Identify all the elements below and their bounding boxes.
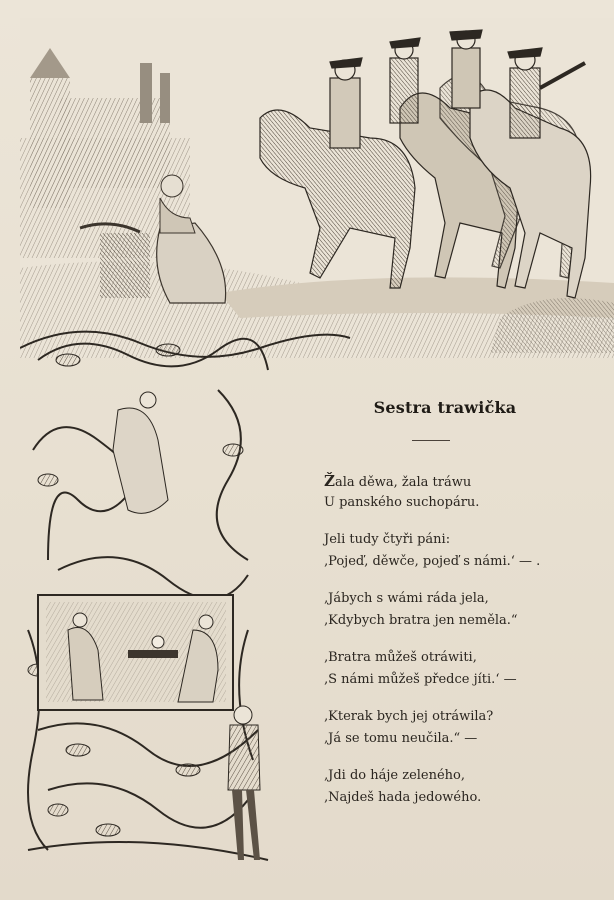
poem-line: ‚Najdeš hada jedowého.	[324, 790, 482, 805]
stanza	[324, 588, 604, 632]
poem-title: Sestra trawička	[373, 398, 517, 417]
standing-man	[228, 706, 260, 860]
interior-scene-frame	[38, 595, 233, 710]
poem-line: Jeli tudy čtyři páni:	[324, 532, 451, 547]
poem-line: ‚Bratra můžeš otráwiti,	[324, 650, 477, 665]
drop-cap: Ž	[324, 472, 335, 490]
poem-line: ‚Jábych s wámi ráda jela,	[324, 591, 489, 606]
stanza	[324, 647, 604, 691]
poem-line: ‚Pojeď, děwče, pojeď s námi.‘ — .	[324, 554, 541, 569]
ornamental-vine-border-icon	[18, 330, 270, 875]
poem-line: U panského suchopáru.	[324, 495, 480, 510]
stanza	[324, 470, 604, 514]
poem-body	[324, 470, 604, 824]
poem-line: ‚Kdybych bratra jen neměla.“	[324, 613, 518, 628]
poem-line: ‚Jdi do háje zeleného,	[324, 768, 466, 783]
stanza	[324, 529, 604, 573]
title-divider	[412, 440, 450, 441]
poem-line: ‚Já se tomu neučila.“ —	[324, 731, 478, 746]
stanza	[324, 706, 604, 750]
maiden-vignette	[113, 392, 168, 513]
stanza	[324, 765, 604, 809]
poem-line: Žala děwa, žala tráwu	[324, 472, 472, 490]
poem-line: ‚S námi můžeš předce jíti.‘ —	[324, 672, 517, 687]
poem-line: ‚Kterak bych jej otráwila?	[324, 709, 494, 724]
engraving-riders-and-girl-icon	[20, 18, 614, 358]
